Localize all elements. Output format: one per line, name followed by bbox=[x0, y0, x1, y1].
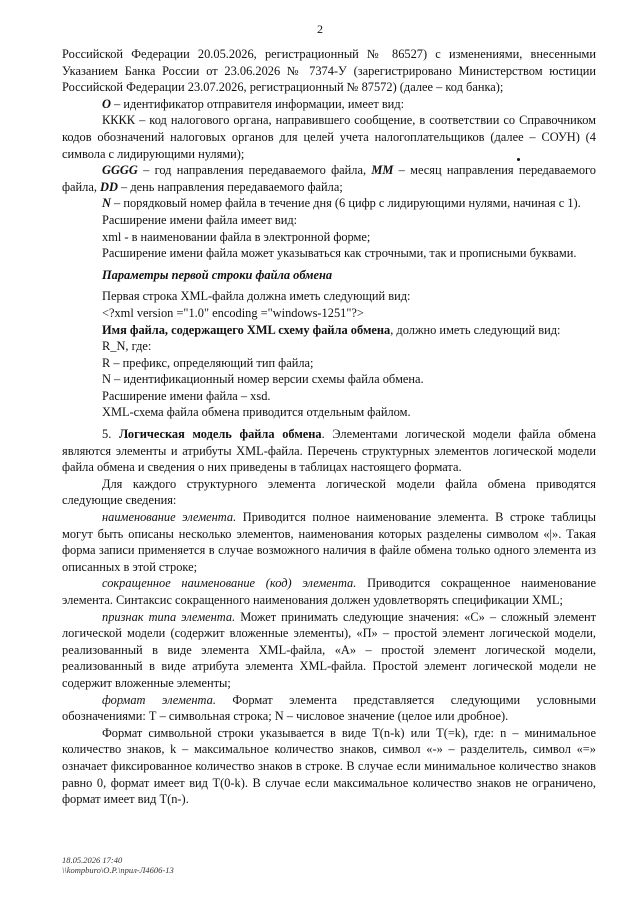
paragraph-format: формат элемента. Формат элемента представляется следующими условными обозначениями: Т – символьная строка; N – числовое значение (целое или дробное). bbox=[62, 692, 596, 724]
paragraph-date-parts: GGGG – год направления передаваемого файла, MM – месяц направления передаваемого файла, DD – день направления передаваемого файла; bbox=[62, 163, 596, 194]
paragraph-type: признак типа элемента. Может принимать следующие значения: «С» – сложный элемент логической модели (содержит вложенные элементы), «П» – простой элемент логической модели, реализованный в виде элемента XML-файла, «А» – простой элемент логической модели, реализованный в виде атрибута элемента XML-файла. Простой элемент логической модели не содержит вложенные элементы; bbox=[62, 609, 596, 690]
paragraph-first-line-1: Первая строка XML-файла должна иметь следующий вид: bbox=[102, 289, 411, 304]
footer-date: 18.05.2026 17:40 bbox=[62, 855, 123, 865]
paragraph-o: O – идентификатор отправителя информации, имеет вид: bbox=[102, 96, 405, 111]
paragraph-format-string: Формат символьной строки указывается в виде Т(n-k) или Т(=k), где: n – минимальное количество знаков, k – максимальное количество знаков, символ «-» – разделитель, символ «=» означает фиксированное количество знаков в строке. В случае если минимальное количество знаков равно 0, формат имеет вид Т(0-k). В случае если максимальное количество знаков не ограничено, формат имеет вид Т(n-). bbox=[62, 725, 596, 807]
paragraph-ext3: Расширение имени файла может указываться как строчными, так и прописными буквами. bbox=[102, 246, 577, 261]
heading-schema: Имя файла, содержащего XML схему файла обмена, должно иметь следующий вид: bbox=[102, 322, 561, 337]
heading-first-line: Параметры первой строки файла обмена bbox=[102, 267, 333, 282]
paragraph-rn: R_N, где: bbox=[102, 339, 152, 354]
paragraph-ext1: Расширение имени файла имеет вид: bbox=[102, 212, 298, 227]
paragraph-ext2: xml - в наименовании файла в электронной форме; bbox=[102, 229, 371, 244]
footer-path: \\kompburo\О.Р.\прил-Л4606-13 bbox=[62, 865, 174, 875]
paragraph-xsd: Расширение имени файла – xsd. bbox=[102, 388, 271, 403]
paragraph-kkkk: КККК – код налогового органа, направившего сообщение, в соответствии со Справочником кодов обозначений налоговых органов для целей учета налогоплательщиков (далее – СОУН) (4 символа с лидирующими нулями); bbox=[62, 113, 596, 161]
paragraph-registration: Российской Федерации 20.05.2026, регистрационный № 86527) с изменениями, внесенными Указанием Банка России от 23.06.2026 № 7374-У (зарегистрировано Министерством юстиции Российской Федерации 23.07.2026, регистрационный № 87572) (далее – код банка); bbox=[62, 47, 596, 95]
paragraph-first-line-2: <?xml version ="1.0" encoding ="windows-1251"?> bbox=[102, 305, 364, 320]
document-body bbox=[62, 46, 596, 808]
paragraph-name: наименование элемента. Приводится полное наименование элемента. В строке таблицы могут быть описаны несколько элементов, наименования которых разделены символом «|». Такая форма записи применяется в случае возможного наличия в файле обмена только одного элемента из описанных в этой строке; bbox=[62, 510, 597, 574]
footer bbox=[62, 855, 174, 875]
paragraph-each: Для каждого структурного элемента логической модели файла обмена приводятся следующие сведения: bbox=[62, 476, 596, 508]
paragraph-short: сокращенное наименование (код) элемента. Приводится сокращенное наименование элемента. Синтаксис сокращенного наименования должен удовлетворять спецификации XML; bbox=[62, 576, 597, 607]
paragraph-r: R – префикс, определяющий тип файла; bbox=[102, 355, 314, 370]
page-number: 2 bbox=[317, 22, 323, 36]
paragraph-n-ident: N – идентификационный номер версии схемы файла обмена. bbox=[102, 372, 424, 387]
paragraph-n: N – порядковый номер файла в течение дня (6 цифр с лидирующими нулями, начиная с 1). bbox=[102, 196, 581, 211]
paragraph-xsd2: XML-схема файла обмена приводится отдельным файлом. bbox=[102, 405, 411, 420]
section-5: 5. Логическая модель файла обмена. Элементами логической модели файла обмена являются элементы и атрибуты XML-файла. Перечень структурных элементов логической модели файла обмена и сведения о них приведены в таблицах настоящего формата. bbox=[62, 427, 596, 475]
